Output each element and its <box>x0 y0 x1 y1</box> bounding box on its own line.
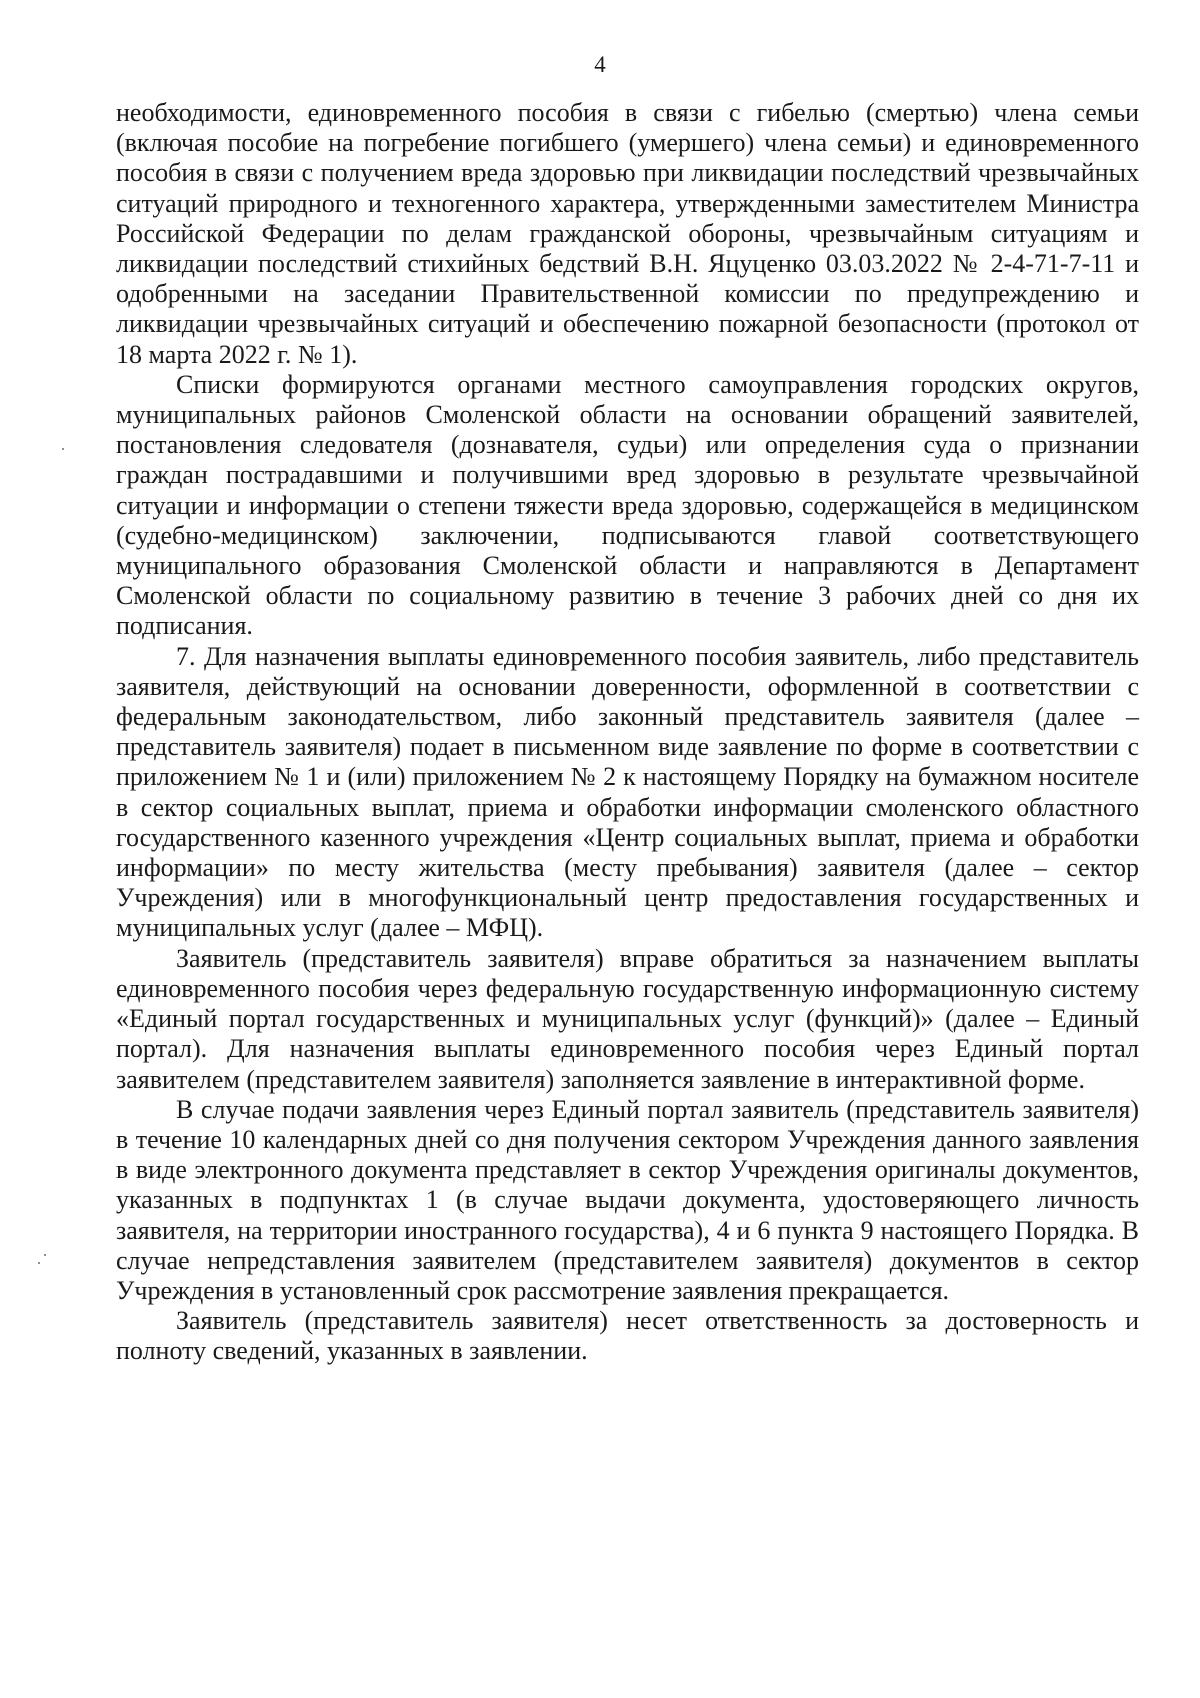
page-number: 4 <box>594 52 606 77</box>
paragraph-lists-formation: Списки формируются органами местного самоуправления городских округов, муниципальных районов Смоленской области на основании обращений заявителей, постановления следователя (дознавателя, судьи) или определения суда о признании граждан пострадавшими и получившими вред здоровью в результате чрезвычайной ситуации и информации о степени тяжести вреда здоровью, содержащейся в медицинском (судебно-медицинском) заключении, подписываются главой соответствующего муниципального образования Смоленской области и направляются в Департамент Смоленской области по социальному развитию в течение 3 рабочих дней со дня их подписания. <box>116 369 1139 641</box>
paragraph-continuation: необходимости, единовременного пособия в связи с гибелью (смертью) члена семьи (включая пособие на погребение погибшего (умершего) члена семьи) и единовременного пособия в связи с получением вреда здоровью при ликвидации последствий чрезвычайных ситуаций природного и техногенного характера, утвержденными заместителем Министра Российской Федерации по делам гражданской обороны, чрезвычайным ситуациям и ликвидации последствий стихийных бедствий В.Н. Яцуценко 03.03.2022 № 2-4-71-7-11 и одобренными на заседании Правительственной комиссии по предупреждению и ликвидации чрезвычайных ситуаций и обеспечению пожарной безопасности (протокол от 18 марта 2022 г. № 1). <box>116 98 1139 369</box>
paragraph-portal-application: В случае подачи заявления через Единый портал заявитель (представитель заявителя) в течение 10 календарных дней со дня получения сектором Учреждения данного заявления в виде электронного документа представляет в сектор Учреждения оригиналы документов, указанных в подпунктах 1 (в случае выдачи документа, удостоверяющего личность заявителя, на территории иностранного государства), 4 и 6 пункта 9 настоящего Порядка. В случае непредставления заявителем (представителем заявителя) документов в сектор Учреждения в установленный срок рассмотрение заявления прекращается. <box>116 1094 1139 1305</box>
document-body <box>116 98 1139 1367</box>
scan-speck <box>44 1254 46 1256</box>
scan-speck <box>62 448 64 450</box>
scan-speck <box>38 1262 40 1264</box>
paragraph-responsibility: Заявитель (представитель заявителя) несет ответственность за достоверность и полноту сведений, указанных в заявлении. <box>116 1306 1139 1366</box>
paragraph-unified-portal: Заявитель (представитель заявителя) вправе обратиться за назначением выплаты единовременного пособия через федеральную государственную информационную систему «Единый портал государственных и муниципальных услуг (функций)» (далее – Единый портал). Для назначения выплаты единовременного пособия через Единый портал заявителем (представителем заявителя) заполняется заявление в интерактивной форме. <box>116 943 1139 1094</box>
paragraph-item-7: 7. Для назначения выплаты единовременного пособия заявитель, либо представитель заявителя, действующий на основании доверенности, оформленной в соответствии с федеральным законодательством, либо законный представитель заявителя (далее – представитель заявителя) подает в письменном виде заявление по форме в соответствии с приложением № 1 и (или) приложением № 2 к настоящему Порядку на бумажном носителе в сектор социальных выплат, приема и обработки информации смоленского областного государственного казенного учреждения «Центр социальных выплат, приема и обработки информации» по месту жительства (месту пребывания) заявителя (далее – сектор Учреждения) или в многофункциональный центр предоставления государственных и муниципальных услуг (далее – МФЦ). <box>116 641 1139 943</box>
